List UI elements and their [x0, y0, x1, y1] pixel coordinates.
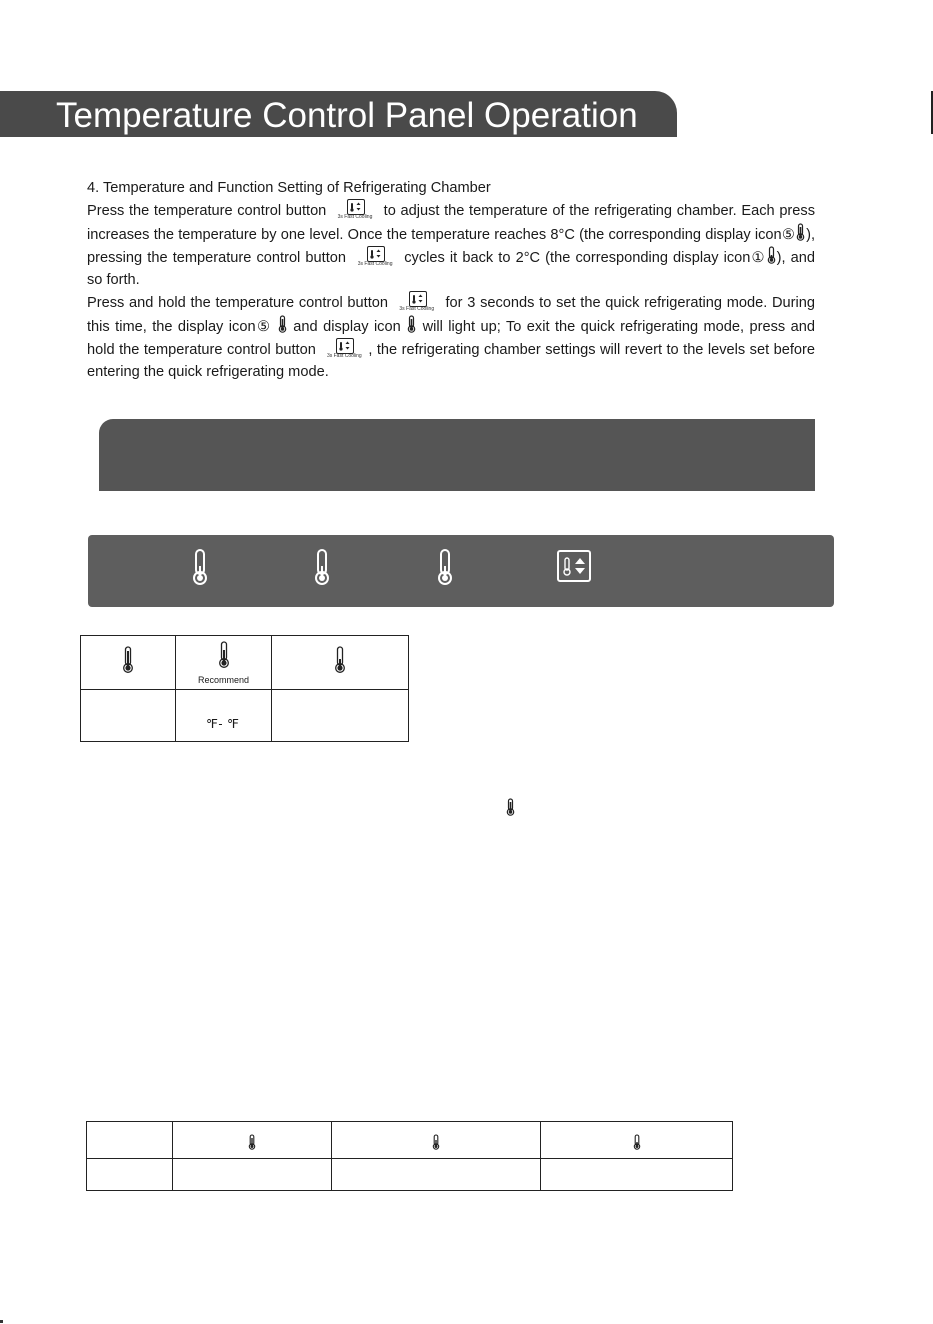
recommend-label: Recommend — [197, 674, 250, 685]
p2-part-d: will light up; To exit the quick refrigerating mode, press and hold the temperature control button — [87, 318, 815, 359]
thermometer-icon — [189, 548, 211, 588]
thermometer-icon — [334, 646, 346, 674]
paragraph-temperature-adjust — [87, 199, 815, 291]
thermometer-icon — [218, 641, 230, 669]
temperature-button-icon — [322, 338, 366, 360]
temperature-level-table — [80, 635, 409, 742]
button-caption: 3s Fast Cooling — [337, 214, 373, 221]
thermometer-icon — [633, 1134, 641, 1150]
table-cell — [272, 690, 409, 742]
table-cell — [87, 1159, 173, 1191]
thermometer-icon — [278, 315, 287, 333]
thermometer-icon — [767, 246, 776, 264]
corner-mark — [0, 1320, 3, 1323]
temperature-control-button[interactable] — [557, 550, 591, 582]
p1-part-b: to adjust the temperature of the refrigerating chamber. Each press increases the temperature by one level. Once the temperature reaches 8°C (the corresponding display icon⑤ — [87, 203, 816, 243]
table-cell — [87, 1122, 173, 1159]
section-heading: 4. Temperature and Function Setting of Refrigerating Chamber — [87, 180, 491, 196]
table-cell — [173, 1159, 332, 1191]
p2-part-b: for 3 seconds to set the quick refrigerating mode. During this time, the display icon⑤ — [87, 295, 815, 335]
thermometer-icon — [432, 1134, 440, 1150]
thermometer-icon — [311, 548, 333, 588]
button-caption: 3s Fast Cooling — [326, 353, 362, 360]
p1-part-a: Press the temperature control button — [87, 203, 327, 220]
table-cell — [176, 636, 272, 690]
thermometer-icon — [434, 548, 456, 588]
paragraph-quick-refrigerating — [87, 291, 815, 383]
table-cell — [81, 690, 176, 742]
p2-part-e: , the refrigerating chamber settings will revert to the levels set before entering the quick refrigerating mode. — [87, 342, 815, 381]
p1-part-e: ), and so forth. — [87, 249, 815, 289]
thermometer-icon — [796, 223, 805, 241]
table-cell — [173, 1122, 332, 1159]
table-cell — [541, 1159, 733, 1191]
instruction-text — [87, 177, 815, 384]
temperature-button-icon — [353, 246, 397, 267]
button-caption: 3s Fast Cooling — [399, 306, 435, 313]
table-cell — [541, 1122, 733, 1159]
table-cell — [332, 1122, 541, 1159]
table-cell — [332, 1159, 541, 1191]
thermometer-icon — [248, 1134, 256, 1150]
thermometer-icon — [506, 798, 515, 816]
temperature-button-icon — [395, 291, 439, 313]
table-cell — [272, 636, 409, 690]
p1-part-c: ), pressing the temperature control button — [87, 226, 815, 266]
table-cell — [176, 690, 272, 742]
button-caption: 3s Fast Cooling — [357, 260, 393, 267]
p1-part-d: cycles it back to 2°C (the corresponding display icon① — [404, 249, 766, 266]
settings-table — [86, 1121, 733, 1191]
thermometer-icon — [407, 315, 416, 333]
p2-part-a: Press and hold the temperature control button — [87, 295, 388, 312]
page-title: Temperature Control Panel Operation — [56, 96, 638, 135]
temperature-range: ℉- ℉ — [206, 717, 240, 731]
temperature-button-icon — [559, 552, 589, 580]
section-banner — [99, 419, 815, 491]
thermometer-icon — [122, 646, 134, 674]
p2-part-c: and display icon — [293, 318, 401, 335]
table-cell — [81, 636, 176, 690]
temperature-button-icon — [333, 199, 377, 221]
